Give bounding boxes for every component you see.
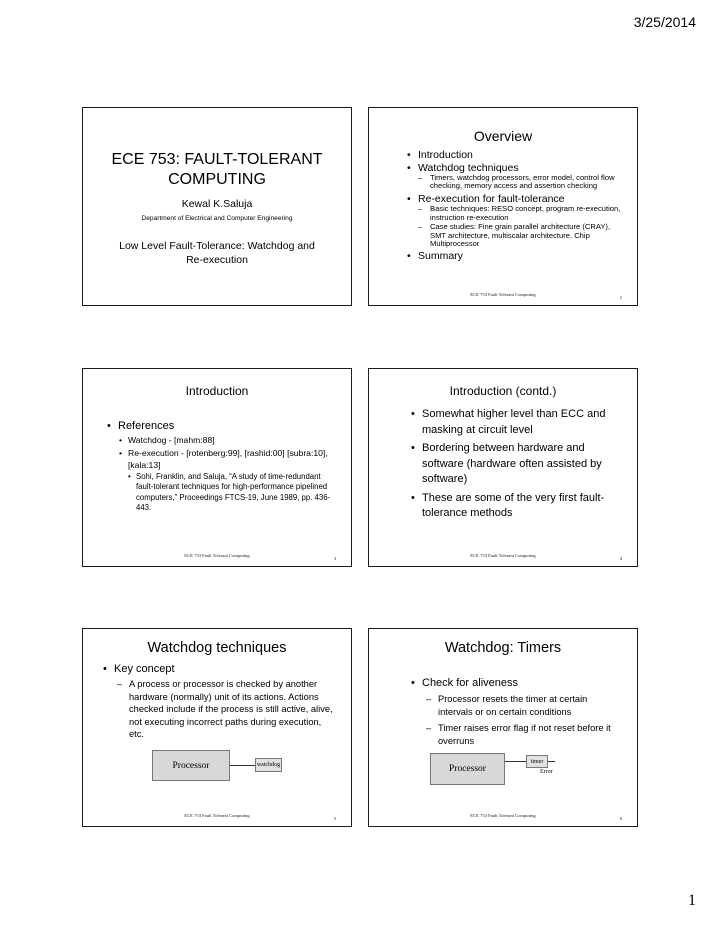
page-number: 1 (688, 892, 696, 909)
slide-5-number: 5 (333, 816, 336, 821)
slide-6-footer: ECE 753 Fault Tolerant Computing (470, 813, 536, 818)
slide-5-subbullet: – A process or processor is checked by another hardware (normally) unit of its actions. Actions checked include if the process is still active, alive, not executing incorrect paths during execution, etc. (117, 678, 335, 741)
slide-2-subbullet: – Timers, watchdog processors, error model, control flow checking, memory access and assertion checking (418, 174, 623, 191)
slide-2-subbullet: – Basic techniques: RESO concept, program re-execution, instruction re-execution (418, 205, 623, 222)
slide-3-subbullet: • Watchdog - [mahm:88] (119, 435, 331, 446)
slide-2-subbullet: – Case studies: Fine grain parallel architecture (CRAY), SMT architecture, multiscalar architecture. Chip Multiprocessor (418, 223, 623, 248)
slide-5-connector (230, 765, 255, 766)
slide-5-watchdog-label: watchdog (256, 762, 281, 768)
slide-2-bullet: • Introduction (407, 149, 623, 162)
slide-3-title: Introduction (185, 384, 249, 398)
slide-4-footer: ECE 753 Fault Tolerant Computing (470, 553, 536, 558)
slide-2 (368, 107, 638, 306)
slide-2-bullet: • Summary (407, 250, 623, 263)
slide-6-processor-box (430, 753, 505, 785)
slide-1-title-line2: COMPUTING (168, 171, 266, 188)
slide-5 (82, 628, 352, 827)
slide-2-title: Overview (473, 128, 533, 144)
slide-1-subtitle-line1: Low Level Fault-Tolerance: Watchdog and (119, 240, 315, 252)
slide-4-bullet: • Somewhat higher level than ECC and masking at circuit level (411, 407, 625, 438)
slide-6-bullet: • Check for aliveness (411, 676, 623, 690)
slide-3-bullet: • References (107, 419, 331, 433)
slide-2-bullet: • Re-execution for fault-tolerance (407, 193, 623, 206)
slide-5-footer: ECE 753 Fault Tolerant Computing (184, 813, 250, 818)
slide-6-timer-label: timer (530, 758, 544, 765)
slide-6 (368, 628, 638, 827)
slide-5-bullet: • Key concept (103, 662, 335, 676)
slide-5-processor-box (152, 750, 230, 781)
slide-6-title: Watchdog: Timers (444, 640, 562, 656)
slide-1-department: Department of Electrical and Computer Engineering (141, 215, 293, 222)
slide-6-subbullet: – Timer raises error flag if not reset before it overruns (426, 722, 623, 748)
slide-4-bullet: • These are some of the very first fault-tolerance methods (411, 491, 625, 522)
slide-6-processor-label: Processor (449, 764, 486, 774)
slide-2-bullet: • Watchdog techniques (407, 162, 623, 175)
slide-3-number: 3 (333, 556, 336, 561)
slide-4-number: 4 (619, 556, 622, 561)
slide-5-processor-label: Processor (172, 760, 210, 771)
slide-4-bullet: • Bordering between hardware and software (hardware often assisted by software) (411, 441, 625, 488)
slide-6-error-label: Error (540, 769, 553, 775)
slide-2-number: 2 (619, 295, 622, 300)
slide-1 (82, 107, 352, 306)
slide-1-author: Kewal K.Saluja (181, 198, 253, 210)
slide-3-footer: ECE 753 Fault Tolerant Computing (184, 553, 250, 558)
slide-3-reference: • Sohi, Franklin, and Saluja, “A study of time-redundant fault-tolerant techniques for high-performance pipelined computers,” Proceedings FTCS-19, June 1989, pp. 436-443. (128, 472, 331, 514)
slide-1-subtitle-line2: Re-execution (186, 254, 248, 266)
slide-3 (82, 368, 352, 567)
slide-5-watchdog-box (255, 758, 282, 772)
slide-4-title: Introduction (contd.) (449, 384, 557, 398)
slide-2-footer: ECE 753 Fault Tolerant Computing (470, 292, 536, 297)
slide-3-subbullet: • Re-execution - [rotenberg:99], [rashid:00] [subra:10], [kala:13] (119, 448, 331, 471)
slide-6-subbullet: – Processor resets the timer at certain intervals or on certain conditions (426, 693, 623, 719)
slide-1-title-line1: ECE 753: FAULT-TOLERANT (111, 151, 323, 168)
slide-6-number: 6 (619, 816, 622, 821)
slide-6-connector (505, 761, 526, 762)
slide-4 (368, 368, 638, 567)
slide-5-title: Watchdog techniques (147, 640, 287, 656)
print-date: 3/25/2014 (633, 14, 696, 30)
slide-6-timer-box (526, 755, 548, 768)
slide-6-error-line (548, 761, 555, 762)
